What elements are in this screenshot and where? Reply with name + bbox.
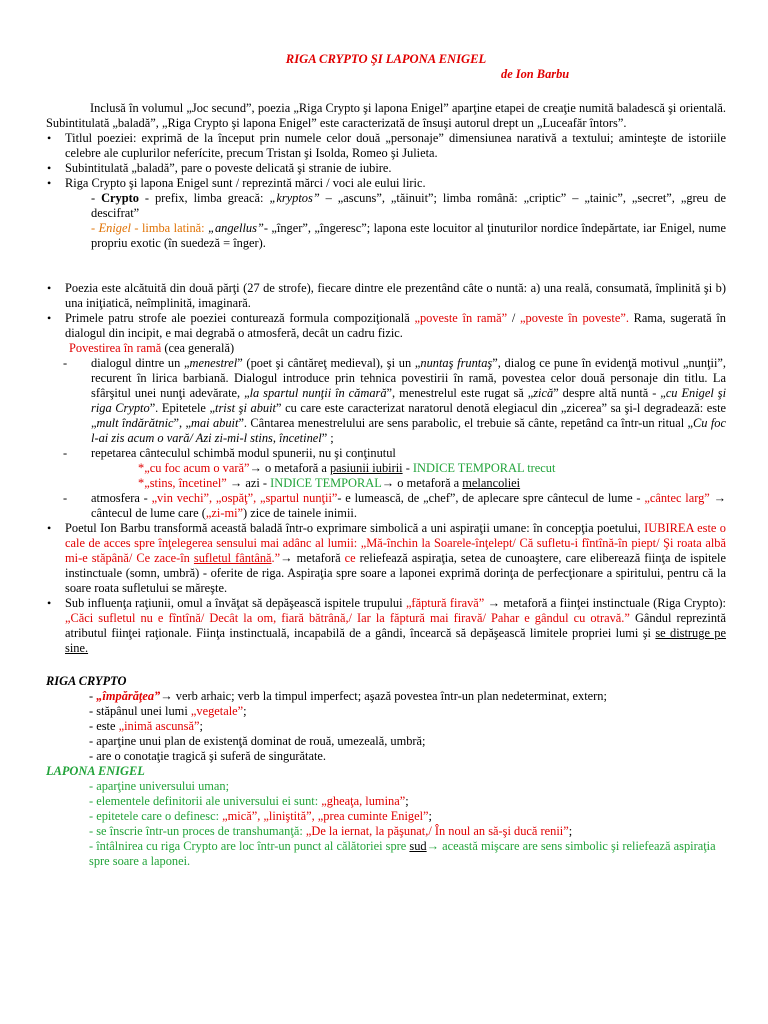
enigel-word: Enigel xyxy=(98,221,131,235)
crypto-item: - este „inimă ascunsă”; xyxy=(89,719,203,733)
bullet-voices: • Riga Crypto şi lapona Enigel sunt / reprezintă mărci / voci ale eului liric. xyxy=(46,176,726,191)
crypto-item: - are o conotaţie tragică şi suferă de singurătate. xyxy=(89,749,327,763)
bullet-barbu: • Poetul Ion Barbu transformă această baladă într-o exprimare simbolică a uni aspiraţii umane: în concepţia poetului, IUBIREA este o cale de acces spre înţelegerea sensului mai adânc al lumii: „Mă-închin la Soarele-înţelept/ Că sufletu-i fîntînă-în piept/ Şi roata albă mi-e stăpână/ Ce zace-în sufletul fântână.”→ metaforă ce reliefează aspiraţia, setea de cunoaştere, care eliberează fiinţa de ispitele instinctuale (somn, umbră) - oferite de riga. Aspiraţia spre soare a laponei exprimă dorinţa de perfecţionare a spiritului, pentru că la soare roata sufletului se măreşte. xyxy=(46,521,726,596)
enigel-item: - epitetele care o definesc: „mică”, „liniştită”, „prea cuminte Enigel”; xyxy=(89,809,432,823)
dialogue-item: - dialogul dintre un „menestrel” (poet şi cântăreţ medieval), şi un „nuntaş fruntaş”, dialog ce pune în evidenţă motivul „nunţii”, recurent în lirica barbiană. Dialogul introduce prin tehnica povestirii în ramă, povestea celor două personaje din titlu. La sfârşitul unei nunţi adevărate, „la spartul nunţii în cămară”, menestrelul este rugat să „zică” despre altă nuntă - „cu Enigel şi riga Crypto”. Epitetele „trist şi abuit” cu care este caracterizat naratorul denotă elegiacul din „zicerea” sa şi-l degradează: este „mult îndărătnic”, „mai abuit”. Cântarea menestrelului are sens parabolic, el trebuie să cânte, repetând ca într-un ritual „Cu foc l-ai zis acum o vară/ Azi zi-mi-l stins, încetinel” ; xyxy=(46,356,726,446)
greek-term: „kryptos” xyxy=(269,191,320,205)
crypto-item: - aparţine unui plan de existenţă dominat de rouă, umezeală, umbră; xyxy=(89,734,426,748)
bullet-reason: • Sub influenţa raţiunii, omul a învăţat să depăşească ispitele trupului „făptură firavă” → metaforă a fiinţei instinctuale (Riga Crypto): „Căci sufletul nu e fîntînă/ Decât la om, fiară bătrână,/ Iar la făptură mai firavă/ Pahar e gândul cu otravă.” Gândul reprezintă atributul fiinţei raţionale. Fiinţa instinctuală, incapabilă de a gândi, încearcă să depăşească limitele propriei lumi şi se distruge pe sine. xyxy=(46,596,726,656)
bullet-list-3 xyxy=(46,521,726,656)
intro-paragraph: Inclusă în volumul „Joc secund”, poezia „Riga Crypto şi lapona Enigel” aparţine etapei de creaţie numită baladescă şi orientală. Subintitulată „baladă”, „Riga Crypto şi lapona Enigel” este caracterizată de însuşi autorul drept un „Luceafăr întors”. xyxy=(46,101,726,130)
enigel-item: - elementele definitorii ale universului ei sunt: „gheaţa, lumina”; xyxy=(89,794,409,808)
enigel-item: - întâlnirea cu riga Crypto are loc într-un punct al călătoriei spre sud→ această mişcare are sens simbolic şi reliefează aspiraţia spre soare a laponei. xyxy=(89,839,716,868)
crypto-item: - stăpânul unei lumi „vegetale”; xyxy=(89,704,247,718)
bullet-subtitle: • Subintitulată „baladă”, pare o poveste delicată şi stranie de iubire. xyxy=(46,161,726,176)
enigel-definition: - Enigel - limba latină: „angellus”- „înger”, „îngeresc”; lapona este locuitor al ţinuturilor nordice îndepărtate, iar Enigel, nume propriu exotic (în suedeză = înger). xyxy=(91,221,727,250)
atmosphere-item: - atmosfera - „vin vechi”, „ospăţ”, „spartul nunţii”- e lumească, de „chef”, de aplecare spre cântecul de lume - „cântec larg” → cântecul de lume care („zi-mi”) zice de tainele inimii. xyxy=(46,491,726,521)
temporal-past-line: *„cu foc acum o vară”→ o metaforă a pasiunii iubirii - INDICE TEMPORAL trecut xyxy=(138,461,556,475)
enigel-item: - se înscrie într-un proces de transhumanţă: „De la iernat, la păşunat,/ În noul an să-şi ducă renii”; xyxy=(89,824,573,838)
bullet-list-1 xyxy=(46,131,726,191)
document-page xyxy=(46,52,726,869)
enigel-section-heading: LAPONA ENIGEL xyxy=(46,764,145,778)
crypto-definition: - Crypto - prefix, limba greacă: „kryptos” – „ascuns”, „tăinuit”; limba română: „criptic” – „tainic”, „secret”, „greu de descifrat” xyxy=(91,191,726,220)
temporal-present-line: *„stins, încetinel” → azi - INDICE TEMPORAL→ o metaforă a melancoliei xyxy=(138,476,521,490)
repetition-item: - repetarea cânteculul schimbă modul spunerii, nu şi conţinutul xyxy=(46,446,726,461)
spacer xyxy=(46,251,726,281)
bullet-title: • Titlul poeziei: exprimă de la început prin numele celor două „personaje” dimensiunea narativă a textului; aminteşte de istoriile celebre ale cuplurilor neferícite, precum Tristan şi Isolda, Romeo şi Julieta. xyxy=(46,131,726,161)
bullet-list-2 xyxy=(46,281,726,341)
latin-term: „angellus” xyxy=(208,221,264,235)
document-title: RIGA CRYPTO ŞI LAPONA ENIGEL xyxy=(285,52,487,66)
bullet-structure: • Poezia este alcătuită din două părţi (27 de strofe), fiecare dintre ele prezentând câte o nuntă: a) una reală, consumată, împlinită şi b) una iniţiatică, neîmplinită, imaginară. xyxy=(46,281,726,311)
document-author: de Ion Barbu xyxy=(501,67,570,81)
crypto-word: Crypto xyxy=(101,191,139,205)
crypto-item: - „împărăţea”→ verb arhaic; verb la timpul imperfect; aşază povestea într-un plan nedeterminat, extern; xyxy=(89,689,607,703)
spacer xyxy=(46,656,726,674)
crypto-section-heading: RIGA CRYPTO xyxy=(46,674,127,688)
enigel-item: - aparţine universului uman; xyxy=(89,779,230,793)
frame-heading: Povestirea în ramă (cea generală) xyxy=(69,341,235,355)
bullet-frame: • Primele patru strofe ale poeziei conturează formula compoziţională „poveste în ramă” / „poveste în poveste”. Rama, sugerată în dialogul din incipit, e mai degrabă o atmosferă, decât un cadru fizic. xyxy=(46,311,726,341)
